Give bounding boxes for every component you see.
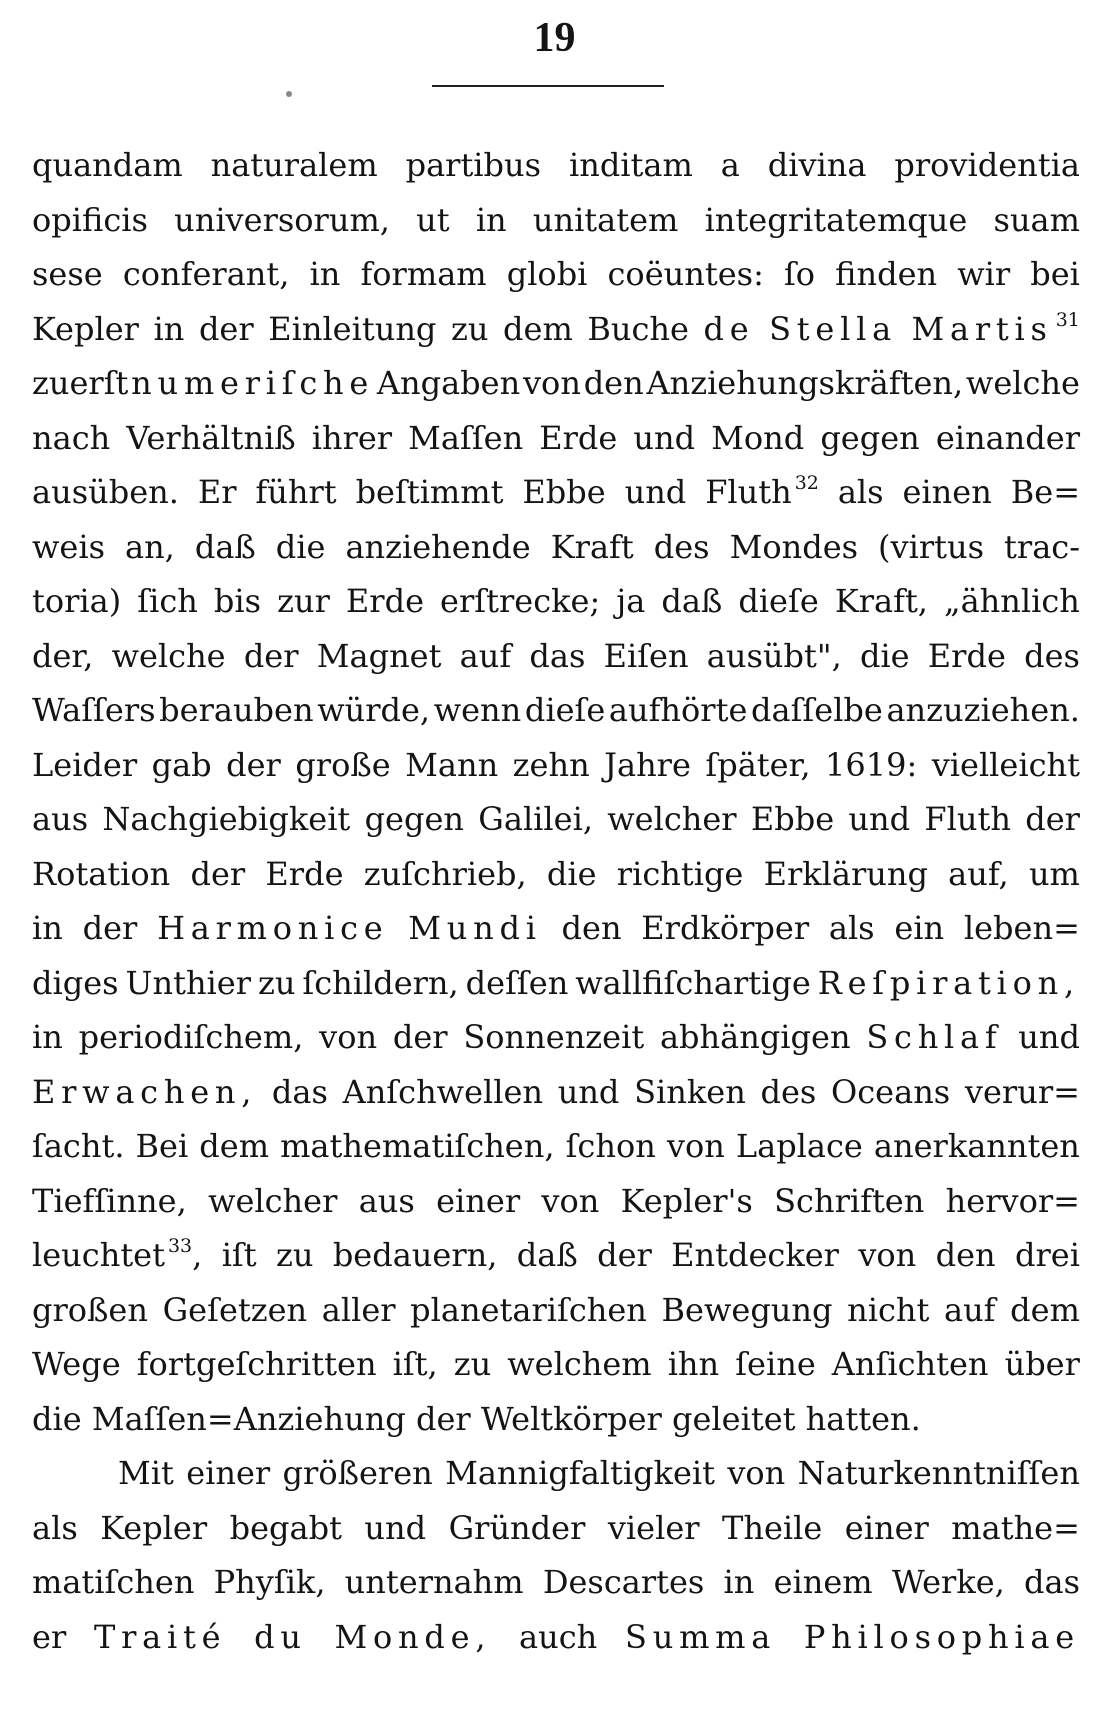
word: und bbox=[633, 418, 696, 457]
text-line bbox=[32, 1446, 1080, 1501]
word: drei bbox=[1015, 1236, 1080, 1274]
text-line bbox=[32, 1010, 1080, 1065]
word: Mit bbox=[118, 1454, 174, 1492]
word: große bbox=[295, 745, 391, 784]
text-line bbox=[32, 1392, 1080, 1447]
word: leuchtet bbox=[32, 1236, 165, 1274]
word: Naturkenntniſſen bbox=[797, 1454, 1080, 1492]
word: Martis bbox=[911, 309, 1053, 348]
footnote-marker: 33 bbox=[167, 1235, 193, 1257]
word: Traité bbox=[94, 1617, 227, 1656]
word: Philosophiae bbox=[803, 1617, 1080, 1656]
word: würde, bbox=[317, 691, 431, 729]
word: verur= bbox=[964, 1072, 1080, 1111]
word: und bbox=[364, 1508, 427, 1547]
word: der, bbox=[32, 636, 94, 675]
word: bedauern, bbox=[332, 1236, 498, 1274]
word: begabt bbox=[229, 1508, 342, 1547]
word: Sonnenzeit bbox=[463, 1018, 645, 1056]
word: anerkannten bbox=[873, 1127, 1080, 1165]
word: bis bbox=[213, 582, 262, 620]
word: Harmonice bbox=[157, 909, 389, 947]
word: du bbox=[254, 1617, 307, 1656]
word: gab bbox=[151, 745, 212, 784]
word: Er bbox=[197, 473, 237, 511]
word: Sinken bbox=[634, 1072, 746, 1111]
word: anziehende bbox=[345, 527, 531, 566]
word: daß bbox=[194, 527, 256, 566]
word: conferant, bbox=[122, 255, 290, 293]
word: aufhörte bbox=[608, 691, 748, 729]
word: fortgeſchritten bbox=[136, 1345, 377, 1383]
text-line bbox=[32, 356, 1080, 411]
word: die bbox=[275, 527, 326, 566]
word: der bbox=[82, 909, 138, 947]
word: Schlaf bbox=[866, 1018, 1003, 1056]
word: Gründer bbox=[448, 1508, 586, 1547]
word: auf bbox=[459, 636, 512, 675]
word: in bbox=[723, 1563, 755, 1601]
word: Anziehungskräften, bbox=[646, 364, 964, 402]
word: einander bbox=[935, 418, 1080, 457]
word: Mondes bbox=[729, 527, 859, 566]
word: zuſchrieb, bbox=[363, 854, 527, 893]
word: ausüben. bbox=[32, 473, 179, 511]
word: erſtrecke; bbox=[440, 582, 601, 620]
word: Maſſen=Anziehung bbox=[91, 1399, 406, 1438]
word: der bbox=[415, 1399, 471, 1438]
text-line bbox=[32, 738, 1080, 793]
text-line bbox=[32, 411, 1080, 466]
word: Erde bbox=[539, 418, 618, 457]
word: ein bbox=[894, 909, 945, 947]
word: Tiefſinne, bbox=[32, 1181, 187, 1220]
word: das bbox=[529, 636, 586, 675]
text-line bbox=[32, 1501, 1080, 1556]
word: , bbox=[192, 1236, 203, 1274]
word: ſacht. bbox=[32, 1127, 125, 1165]
word: der bbox=[190, 854, 246, 893]
word: ihn bbox=[667, 1345, 720, 1383]
word: welchem bbox=[507, 1345, 652, 1383]
word: toria) bbox=[32, 582, 122, 620]
word: iſt bbox=[221, 1236, 257, 1274]
word: ſeine bbox=[735, 1345, 816, 1383]
word: Eiſen bbox=[603, 636, 689, 675]
word: Kepler bbox=[100, 1508, 208, 1547]
text-line bbox=[32, 1174, 1080, 1229]
word: Mann bbox=[405, 745, 499, 784]
word: a bbox=[720, 146, 740, 184]
word: aus bbox=[32, 800, 89, 838]
word: richtige bbox=[616, 854, 744, 893]
word: Oceans bbox=[831, 1072, 951, 1111]
word: einer bbox=[436, 1181, 521, 1220]
word: großen bbox=[32, 1290, 148, 1329]
word: universorum, bbox=[174, 200, 390, 239]
word: Schriften bbox=[774, 1181, 925, 1220]
word: und bbox=[1018, 1018, 1080, 1056]
word: hervor= bbox=[945, 1181, 1080, 1220]
word: in bbox=[309, 255, 341, 293]
word: der bbox=[198, 309, 254, 348]
word: den bbox=[935, 1236, 996, 1274]
word: Descartes bbox=[542, 1563, 705, 1601]
word: Mond bbox=[711, 418, 805, 457]
word: und bbox=[848, 800, 911, 838]
word: Erwachen, bbox=[32, 1072, 258, 1111]
word: Weltkörper bbox=[480, 1399, 662, 1438]
word: planetariſchen bbox=[410, 1290, 647, 1329]
text-line bbox=[32, 683, 1080, 738]
word: der bbox=[597, 1236, 652, 1274]
word: periodiſchem, bbox=[78, 1018, 304, 1056]
word: von bbox=[522, 364, 581, 402]
word-with-footnote bbox=[32, 1228, 202, 1283]
word: zu bbox=[453, 1345, 492, 1383]
word: ſchildern, bbox=[302, 963, 459, 1002]
word: auf, bbox=[948, 854, 1009, 893]
word: und bbox=[624, 473, 687, 511]
word: den bbox=[583, 364, 644, 402]
header-dot bbox=[286, 91, 292, 97]
word: des bbox=[653, 527, 710, 566]
text-line bbox=[32, 574, 1080, 629]
word: Nachgiebigkeit bbox=[102, 800, 351, 838]
word: globi bbox=[506, 255, 588, 293]
word: Wege bbox=[32, 1345, 121, 1383]
word: Fluth bbox=[924, 800, 1011, 838]
word: des bbox=[760, 1072, 817, 1111]
word: Anſichten bbox=[831, 1345, 989, 1383]
word: nicht bbox=[847, 1290, 930, 1329]
word: mathe= bbox=[951, 1508, 1080, 1547]
word: Erde bbox=[345, 582, 424, 620]
word: zur bbox=[277, 582, 330, 620]
word: das bbox=[271, 1072, 328, 1111]
text-line bbox=[32, 302, 1080, 357]
word: von bbox=[727, 1454, 786, 1492]
word: numeriſche bbox=[131, 364, 375, 402]
word: zehn bbox=[512, 745, 590, 784]
footnote-marker: 32 bbox=[794, 472, 819, 494]
word: ſich bbox=[137, 582, 198, 620]
word: den bbox=[561, 909, 622, 947]
word: von bbox=[319, 1018, 378, 1056]
word: abhängigen bbox=[659, 1018, 851, 1056]
word: wenn bbox=[433, 691, 522, 729]
word: iſt, bbox=[392, 1345, 438, 1383]
word: Mundi bbox=[408, 909, 542, 947]
word: unitatem bbox=[532, 200, 679, 239]
word: Erde bbox=[927, 636, 1006, 675]
word: formam bbox=[360, 255, 487, 293]
page-number: 19 bbox=[533, 15, 576, 61]
word: einer bbox=[844, 1508, 929, 1547]
word: Verhältniß bbox=[126, 418, 296, 457]
word: gegen bbox=[820, 418, 920, 457]
word: Ebbe bbox=[750, 800, 835, 838]
word: in bbox=[153, 309, 185, 348]
word: „ähnlich bbox=[944, 582, 1080, 620]
word: ſchon bbox=[565, 1127, 656, 1165]
word: Erde bbox=[265, 854, 344, 893]
word: daß bbox=[661, 582, 723, 620]
word: als bbox=[837, 473, 884, 511]
word: größeren bbox=[282, 1454, 433, 1492]
word: in bbox=[32, 1018, 63, 1056]
word: Angaben bbox=[376, 364, 521, 402]
word: Reſpiration, bbox=[817, 963, 1080, 1002]
word: vieler bbox=[607, 1508, 700, 1547]
word: Ebbe bbox=[522, 473, 606, 511]
word: daß bbox=[516, 1236, 578, 1274]
word: Kraft bbox=[550, 527, 634, 566]
word: Waſſers bbox=[32, 691, 156, 729]
word: Phyſik, bbox=[213, 1563, 326, 1601]
word: Monde, bbox=[334, 1617, 492, 1656]
word: Buche bbox=[587, 309, 689, 348]
word: Be= bbox=[1010, 473, 1080, 511]
word: naturalem bbox=[210, 146, 378, 184]
word: welcher bbox=[208, 1181, 338, 1220]
word: zuerſt bbox=[32, 364, 129, 402]
text-line bbox=[32, 1119, 1080, 1174]
text-line bbox=[32, 1337, 1080, 1392]
word: Stella bbox=[769, 309, 897, 348]
word: der bbox=[226, 745, 281, 784]
word: matiſchen bbox=[32, 1563, 195, 1601]
word: unternahm bbox=[344, 1563, 524, 1601]
word: einer bbox=[186, 1454, 271, 1492]
word: bei bbox=[1030, 255, 1080, 293]
word: deſſen bbox=[465, 963, 569, 1002]
word: de bbox=[703, 309, 755, 348]
footnote-marker: 31 bbox=[1055, 308, 1080, 331]
word: ausübt", bbox=[706, 636, 842, 675]
word: um bbox=[1028, 854, 1080, 893]
word: Magnet bbox=[316, 636, 442, 675]
word-with-footnote bbox=[705, 465, 819, 520]
word: der bbox=[392, 1018, 448, 1056]
word: Bei bbox=[135, 1127, 189, 1165]
word: divina bbox=[767, 146, 867, 184]
word: ſo bbox=[783, 255, 816, 293]
word: weis bbox=[32, 527, 105, 566]
word: die bbox=[546, 854, 597, 893]
word: das bbox=[1024, 1563, 1080, 1601]
word: Rotation bbox=[32, 854, 171, 893]
word: des bbox=[1024, 636, 1080, 675]
word: finden bbox=[835, 255, 938, 293]
word: Mannigfaltigkeit bbox=[445, 1454, 715, 1492]
word: Leider bbox=[32, 745, 138, 784]
text-line bbox=[32, 956, 1080, 1011]
word: Erdkörper bbox=[641, 909, 810, 947]
word: und bbox=[557, 1072, 620, 1111]
word: dieſe bbox=[738, 582, 819, 620]
word: berauben bbox=[159, 691, 314, 729]
word: leben= bbox=[963, 909, 1080, 947]
word: der bbox=[243, 636, 299, 675]
word: auf bbox=[943, 1290, 996, 1329]
word: auch bbox=[519, 1617, 598, 1656]
text-line bbox=[32, 465, 1080, 520]
word: (virtus bbox=[878, 527, 985, 566]
word: die bbox=[859, 636, 910, 675]
word: von bbox=[858, 1236, 917, 1274]
word: Summa bbox=[625, 1617, 777, 1656]
word: dem bbox=[199, 1127, 270, 1165]
word: Kepler bbox=[32, 309, 139, 348]
word: anzuziehen. bbox=[886, 691, 1080, 729]
text-line bbox=[32, 1065, 1080, 1120]
word: der bbox=[1025, 800, 1080, 838]
word: in bbox=[475, 200, 507, 239]
word: nach bbox=[32, 418, 111, 457]
word: ihrer bbox=[311, 418, 393, 457]
word: providentia bbox=[894, 146, 1080, 184]
word: Entdecker bbox=[671, 1236, 839, 1274]
text-line bbox=[32, 193, 1080, 248]
word: wir bbox=[957, 255, 1011, 293]
word: Kepler's bbox=[620, 1181, 753, 1220]
word: partibus bbox=[405, 146, 542, 184]
word: Maſſen bbox=[408, 418, 524, 457]
word: von bbox=[666, 1127, 725, 1165]
word: daſſelbe bbox=[751, 691, 883, 729]
word: opificis bbox=[32, 200, 148, 239]
word: quandam bbox=[32, 146, 183, 184]
word: Werke, bbox=[891, 1563, 1005, 1601]
word: Geſetzen bbox=[162, 1290, 308, 1329]
word: als bbox=[828, 909, 875, 947]
word: aller bbox=[321, 1290, 396, 1329]
word: Theile bbox=[722, 1508, 823, 1547]
word: über bbox=[1004, 1345, 1080, 1383]
word: ſpäter, bbox=[705, 745, 811, 784]
text-line bbox=[32, 138, 1080, 193]
word: ja bbox=[616, 582, 646, 620]
word: welcher bbox=[607, 800, 737, 838]
word: welche bbox=[111, 636, 226, 675]
word: wallfiſchartige bbox=[575, 963, 811, 1002]
word: ut bbox=[416, 200, 450, 239]
word: Bewegung bbox=[661, 1290, 833, 1329]
word: führt bbox=[255, 473, 337, 511]
word: Erklärung bbox=[763, 854, 928, 893]
word: einen bbox=[902, 473, 992, 511]
word: hatten. bbox=[805, 1399, 921, 1438]
word: Anſchwellen bbox=[342, 1072, 544, 1111]
word: Laplace bbox=[735, 1127, 863, 1165]
word: suam bbox=[993, 200, 1080, 239]
word: zu bbox=[257, 963, 296, 1002]
text-line bbox=[32, 792, 1080, 847]
word: geleitet bbox=[672, 1399, 796, 1438]
word: beſtimmt bbox=[355, 473, 504, 511]
word: an, bbox=[124, 527, 175, 566]
word: Jahre bbox=[604, 745, 691, 784]
word: trac- bbox=[1004, 527, 1080, 566]
word: Unthier bbox=[125, 963, 252, 1002]
word: Galilei, bbox=[478, 800, 593, 838]
word: diges bbox=[32, 963, 119, 1002]
word: sese bbox=[32, 255, 103, 293]
word: vielleicht bbox=[931, 745, 1080, 784]
word: in bbox=[32, 909, 63, 947]
word: dieſe bbox=[524, 691, 606, 729]
word: gegen bbox=[364, 800, 465, 838]
word: dem bbox=[503, 309, 573, 348]
word: welche bbox=[965, 364, 1080, 402]
word: Einleitung bbox=[268, 309, 437, 348]
word: coëuntes: bbox=[607, 255, 764, 293]
text-line bbox=[32, 1228, 1080, 1283]
word: er bbox=[32, 1617, 67, 1656]
word: zu bbox=[275, 1236, 314, 1274]
header-rule bbox=[432, 85, 664, 87]
word-with-footnote bbox=[911, 302, 1079, 357]
text-line bbox=[32, 247, 1080, 302]
word: Kraft, bbox=[834, 582, 928, 620]
word: dem bbox=[1010, 1290, 1080, 1329]
word: als bbox=[32, 1508, 78, 1547]
word: integritatemque bbox=[704, 200, 968, 239]
word: 1619: bbox=[825, 745, 918, 784]
word: Fluth bbox=[705, 473, 792, 511]
text-line bbox=[32, 901, 1080, 956]
body-text bbox=[32, 138, 1080, 1664]
text-line bbox=[32, 1610, 1080, 1665]
word: die bbox=[32, 1399, 82, 1438]
text-line bbox=[32, 520, 1080, 575]
word: von bbox=[541, 1181, 600, 1220]
text-line bbox=[32, 629, 1080, 684]
word: aus bbox=[358, 1181, 415, 1220]
word: einem bbox=[773, 1563, 873, 1601]
text-line bbox=[32, 847, 1080, 902]
word: inditam bbox=[568, 146, 693, 184]
text-line bbox=[32, 1283, 1080, 1338]
word: mathematiſchen, bbox=[280, 1127, 555, 1165]
word: zu bbox=[450, 309, 489, 348]
text-line bbox=[32, 1555, 1080, 1610]
